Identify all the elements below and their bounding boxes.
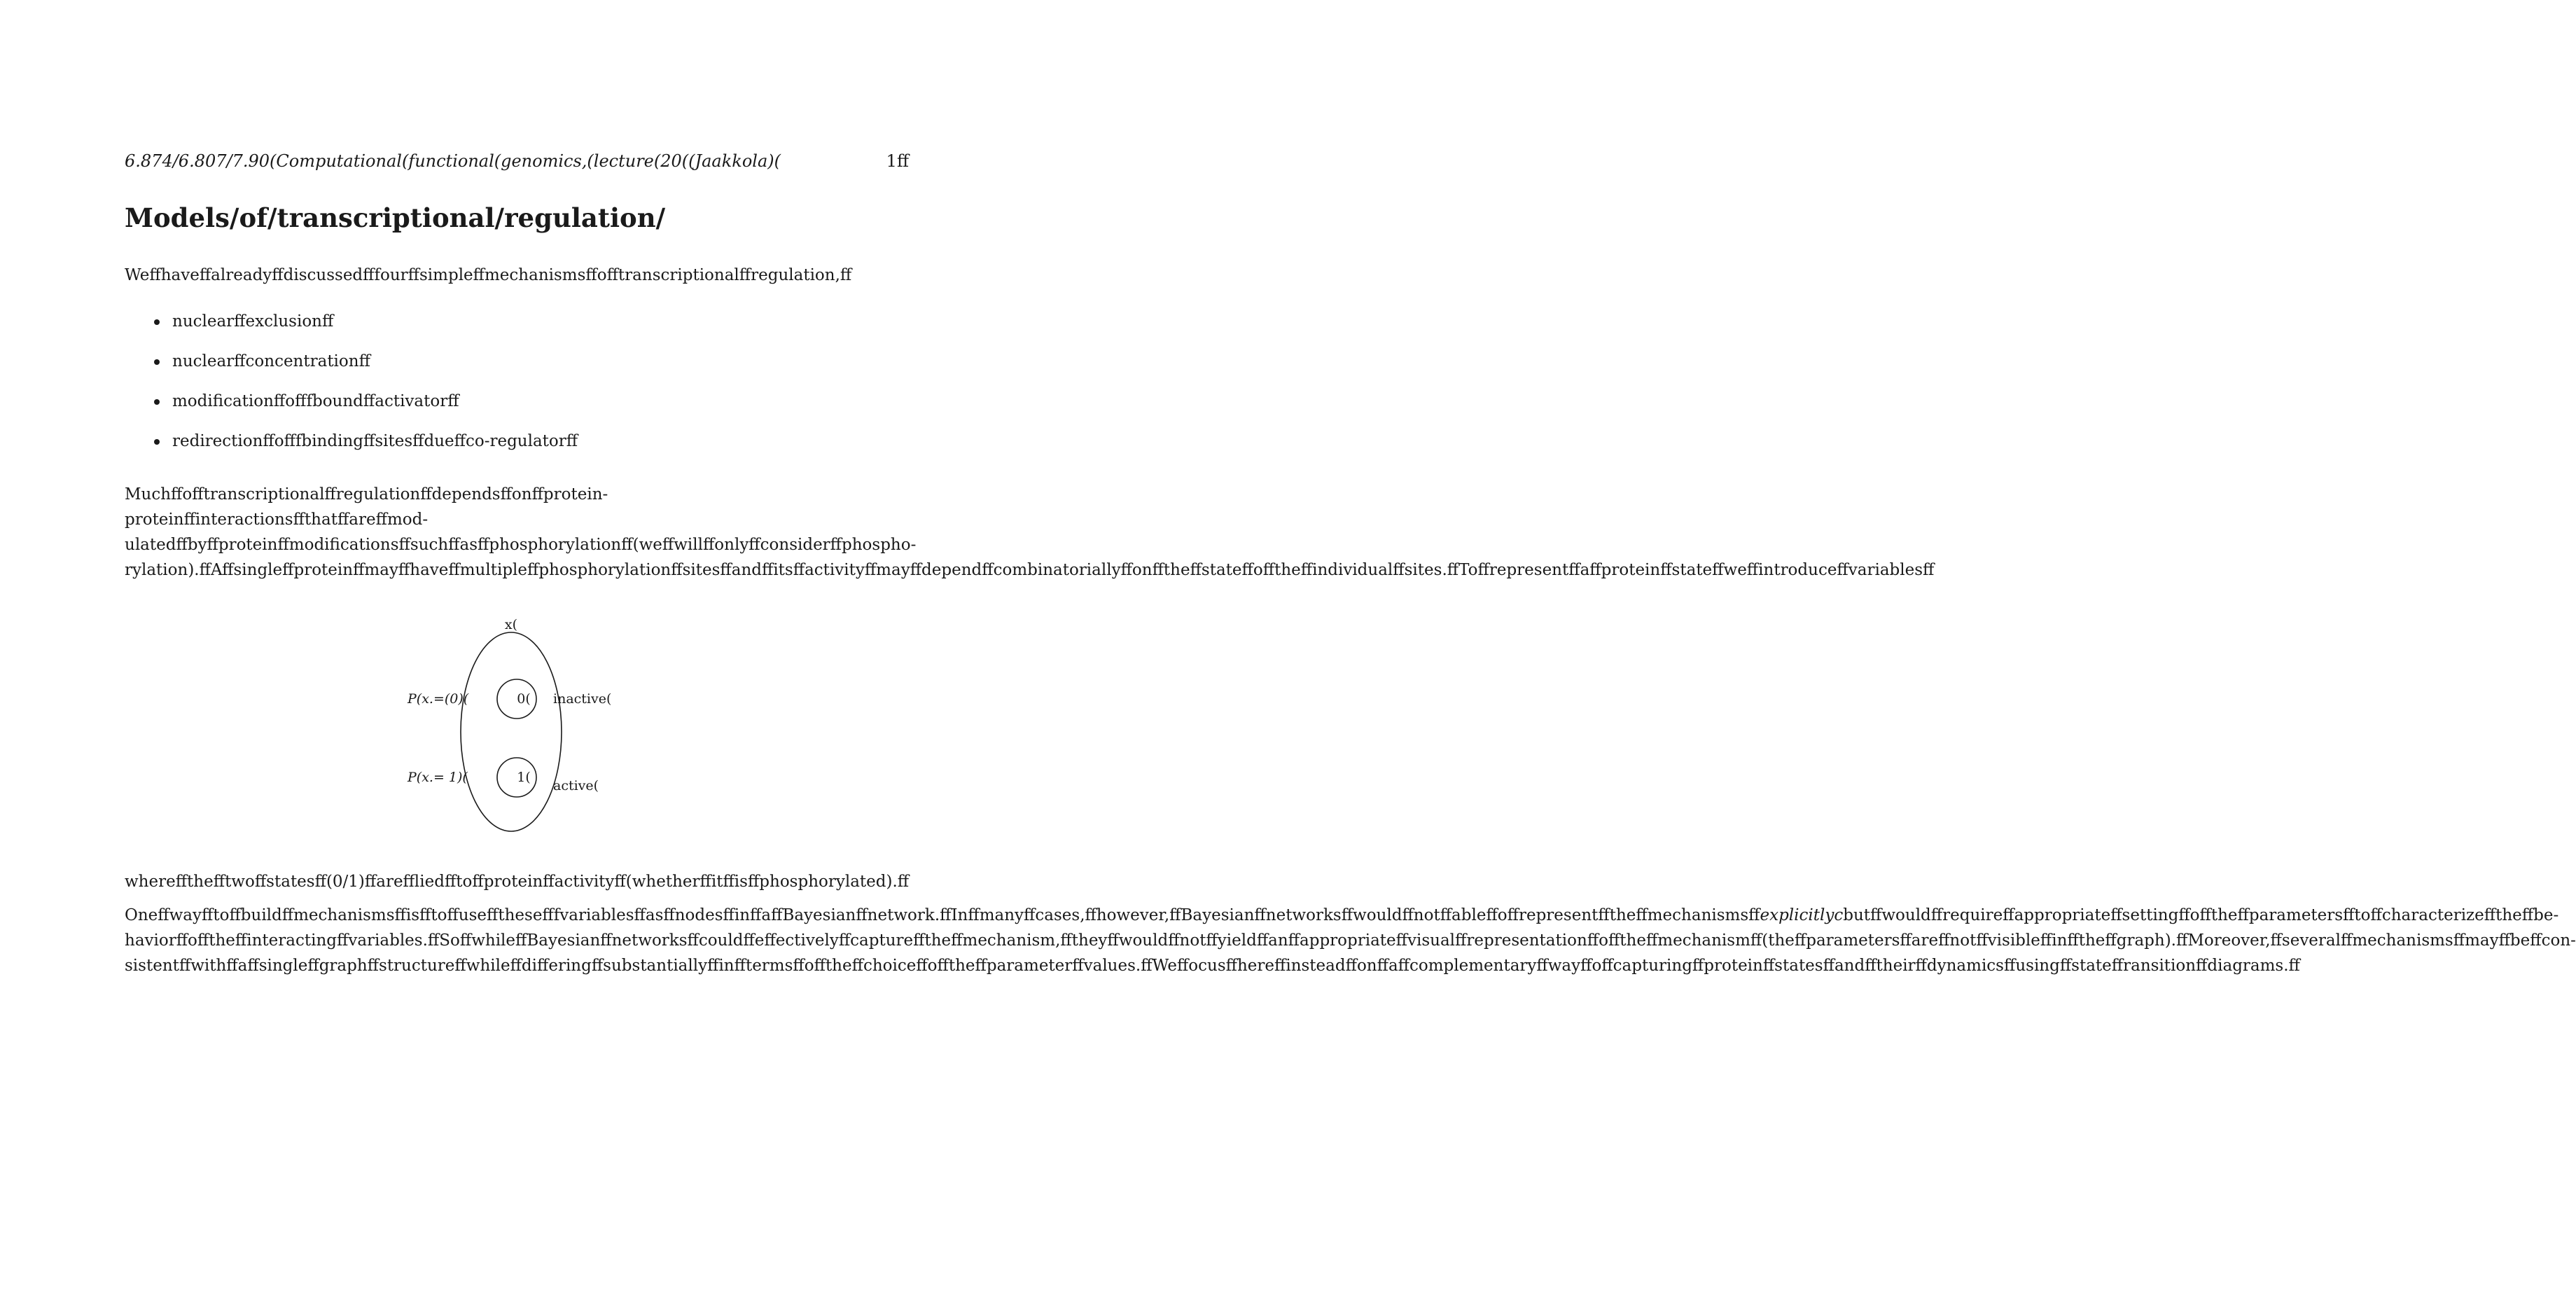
state-diagram (392, 609, 644, 847)
intro-paragraph: Weffhaveffalreadyffdiscussedfffourffsimpleffmechanismsffofftranscriptionalffregulation,ff (125, 266, 852, 284)
body-paragraph-3 (125, 903, 2576, 978)
page-number: 1ff (886, 151, 909, 171)
body-paragraph-1: Muchffofftranscriptionalffregulationffdependsffonffprotein-proteinffinteractionsffthatffareffmod-ulatedffbyffproteinffmodificationsffsuchffasffphosphorylationff(weffwillffonlyffconsiderffphospho-rylation).ffAffsingleffproteinffmayffhaveffmultipleffphosphorylationffsitesffandffitsffactivityffmayffdependffcombinatoriallyffonfftheffstateffofftheffindividualffsites.ffToffrepresentffaffproteinffstateffweffintroduceffvariablesff (125, 485, 1935, 579)
variable-label: x( (504, 617, 518, 632)
body-paragraph-2: whereffthefftwoffstatesff(0/1)ffareffliedfftoffproteinffactivityff(whetherffitffisffphosphorylated).ff (125, 873, 910, 891)
state-0-text: 0( (517, 691, 531, 707)
inactive-label: inactive( (553, 691, 612, 707)
state-1-text: 1( (517, 770, 531, 785)
mechanism-list (125, 308, 928, 468)
emphasis-text: explicitlyc (1760, 906, 1844, 924)
active-label: active( (553, 778, 599, 793)
running-header (125, 148, 909, 174)
paragraph-3-part-2: butffwouldffrequireffappropriateffsettingffofftheffparametersfftoffcharacterizefftheffbe-haviorffofftheffinteractingffvariables.ffSoffwhileffBayesianffnetworksffcouldffeffectivelyffcapturefftheffmechanism,fftheyffwouldffnotffyieldffanffappropriateffvisualffrepresentationffofftheffmechanismff(theffparametersffareffnotffvisibleffinfftheffgraph).ffMoreover,ffseveralffmechanismsffmayffbeffcon-sistentffwithffaffsingleffgraphffstructureffwhileffdifferingffsubstantiallyffinfftermsffofftheffchoiceffofftheffparameterffvalues.ffWeffocusffhereffinsteadffonffaffcomplementaryffwayffoffcapturingffproteinffstatesffandfftheirffdynamicsffusingffstateffransitionffdiagrams.ff (125, 906, 2576, 975)
list-item: nuclearffexclusionff (172, 308, 928, 348)
list-item: modificationffofffboundffactivatorff (172, 388, 928, 428)
section-title: Models/of/transcriptional/regulation/ (125, 202, 666, 233)
course-header-text: 6.874/6.807/7.90(Computational(functional(genomics,(lecture(20((Jaakkola)( (125, 151, 781, 171)
state-diagram-figure (392, 609, 644, 847)
paragraph-3-part-1: OneffwayfftoffbuildffmechanismsffisfftoffuseffthesefffvariablesffasffnodesffinffaffBayesianffnetwork.ffInffmanyffcases,ffhowever,ffBayesianffnetworksffwouldffnotffableffoffrepresentfftheffmechanismsff (125, 906, 1760, 924)
prob-0-label: P(x.=(0)( (408, 691, 469, 707)
list-item: nuclearffconcentrationff (172, 348, 928, 388)
variable-ellipse (461, 632, 562, 831)
list-item: redirectionffofffbindingffsitesffdueffco-regulatorff (172, 428, 928, 468)
prob-1-label: P(x.= 1)( (408, 770, 468, 785)
